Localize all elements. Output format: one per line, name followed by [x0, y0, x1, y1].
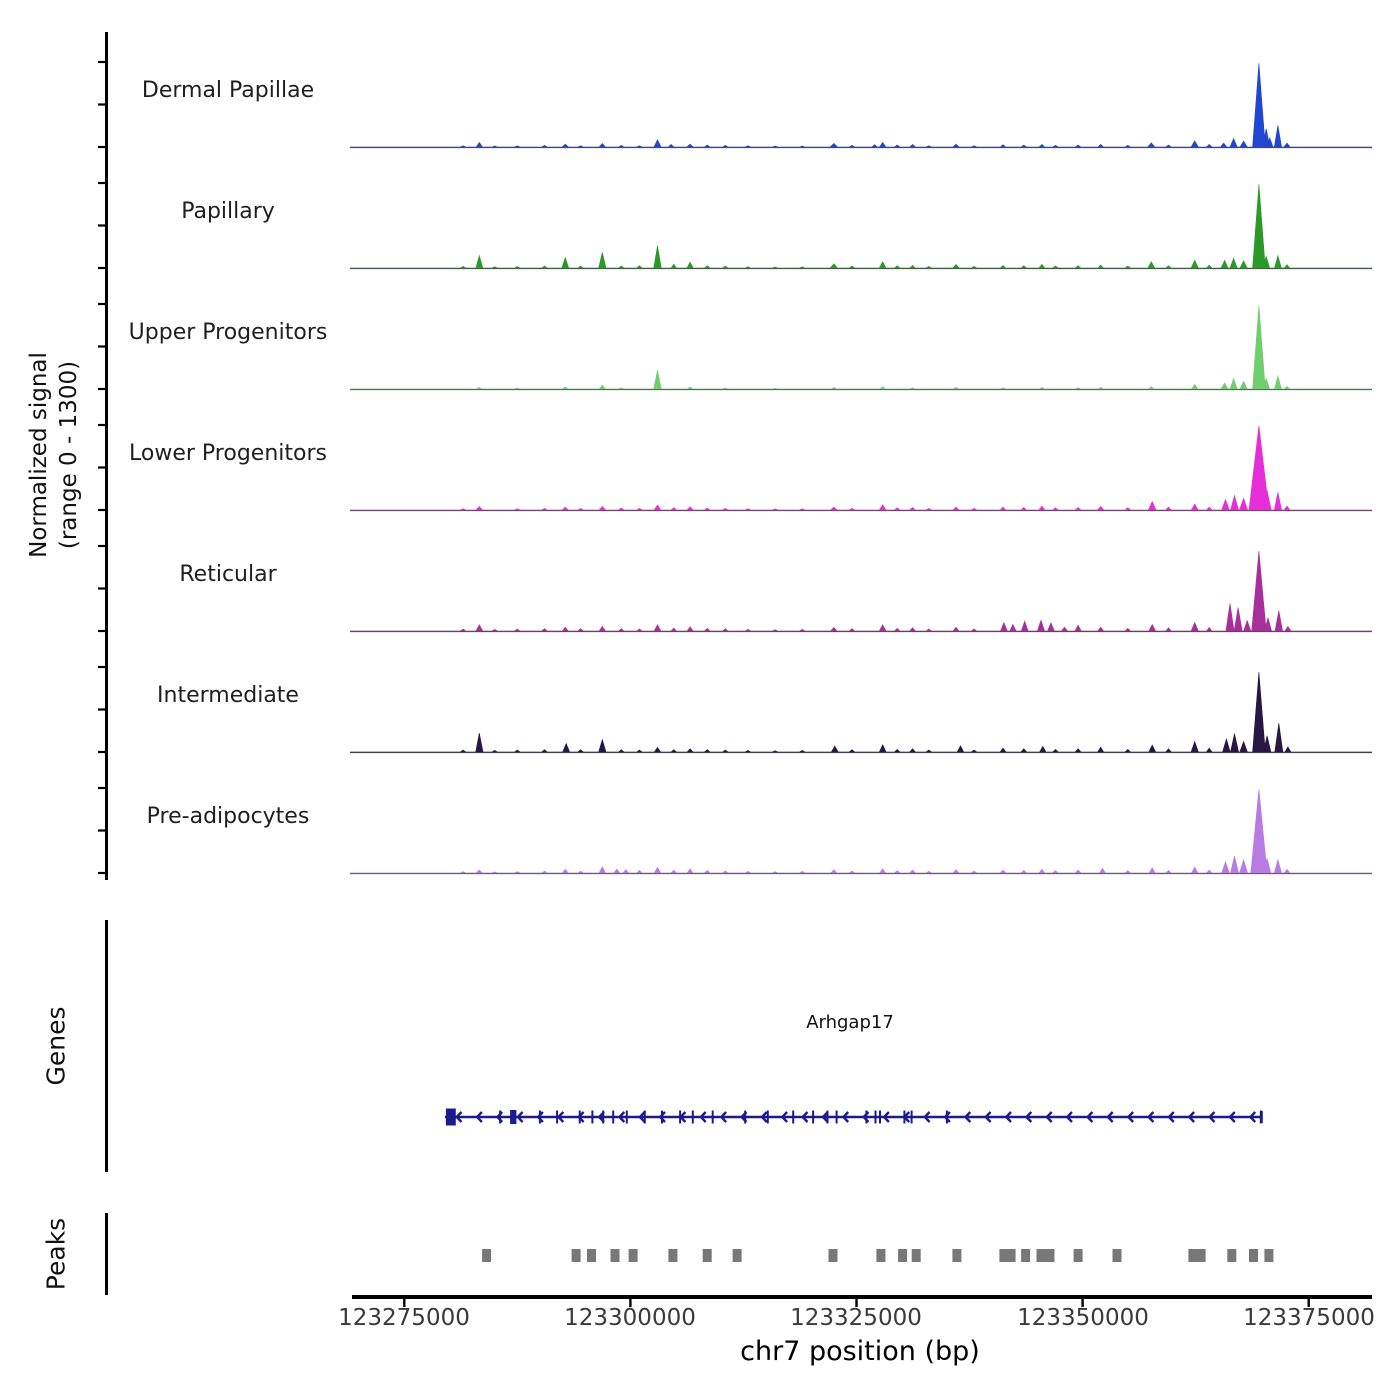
peak-interval — [611, 1249, 620, 1262]
peak-interval — [1021, 1249, 1030, 1262]
peak-interval — [1227, 1249, 1236, 1262]
x-tick-label: 123300000 — [564, 1305, 696, 1331]
peak-interval — [733, 1249, 742, 1262]
peak-interval — [1046, 1249, 1055, 1262]
signal-upper-progenitors — [350, 305, 1372, 389]
x-tick-label: 123325000 — [790, 1305, 922, 1331]
peak-interval — [898, 1249, 907, 1262]
gene-name-arhgap17: Arhgap17 — [806, 1012, 894, 1033]
track-label-upper-progenitors: Upper Progenitors — [128, 320, 328, 345]
peak-interval — [1188, 1249, 1197, 1262]
gene-exon-block — [510, 1110, 516, 1124]
peak-interval — [876, 1249, 885, 1262]
peak-interval — [629, 1249, 638, 1262]
peak-interval — [572, 1249, 581, 1262]
peak-interval — [1249, 1249, 1258, 1262]
track-label-pre-adipocytes: Pre-adipocytes — [146, 804, 310, 829]
track-label-papillary: Papillary — [181, 199, 275, 224]
y-axis-label-line2: (range 0 - 1300) — [56, 360, 82, 550]
y-axis-label — [24, 352, 84, 558]
peak-interval — [482, 1249, 491, 1262]
peak-interval — [1113, 1249, 1122, 1262]
peak-interval — [952, 1249, 961, 1262]
peak-interval — [703, 1249, 712, 1262]
track-label-intermediate: Intermediate — [157, 683, 299, 708]
peak-interval — [668, 1249, 677, 1262]
peak-interval — [912, 1249, 921, 1262]
signal-reticular — [350, 551, 1372, 631]
peak-interval — [1037, 1249, 1046, 1262]
x-axis-title: chr7 position (bp) — [740, 1336, 980, 1367]
signal-lower-progenitors — [350, 426, 1372, 510]
peaks-track-label: Peaks — [41, 1217, 71, 1291]
signal-dermal-papillae — [350, 63, 1372, 147]
gene-exon-block — [446, 1109, 456, 1126]
peak-interval — [829, 1249, 838, 1262]
peak-interval — [1074, 1249, 1083, 1262]
x-tick-label: 123350000 — [1017, 1305, 1149, 1331]
track-label-reticular: Reticular — [179, 562, 277, 587]
x-tick-label: 123375000 — [1243, 1305, 1375, 1331]
signal-pre-adipocytes — [350, 789, 1372, 873]
track-label-dermal-papillae: Dermal Papillae — [141, 78, 315, 103]
signal-papillary — [350, 184, 1372, 268]
peak-interval — [1197, 1249, 1206, 1262]
genes-track-label: Genes — [41, 1006, 71, 1086]
y-axis-label-line1: Normalized signal — [26, 352, 52, 558]
peak-interval — [1264, 1249, 1273, 1262]
peak-interval — [587, 1249, 596, 1262]
signal-intermediate — [350, 672, 1372, 752]
track-label-lower-progenitors: Lower Progenitors — [129, 441, 327, 466]
peak-interval — [1007, 1249, 1016, 1262]
x-tick-label: 123275000 — [338, 1305, 470, 1331]
